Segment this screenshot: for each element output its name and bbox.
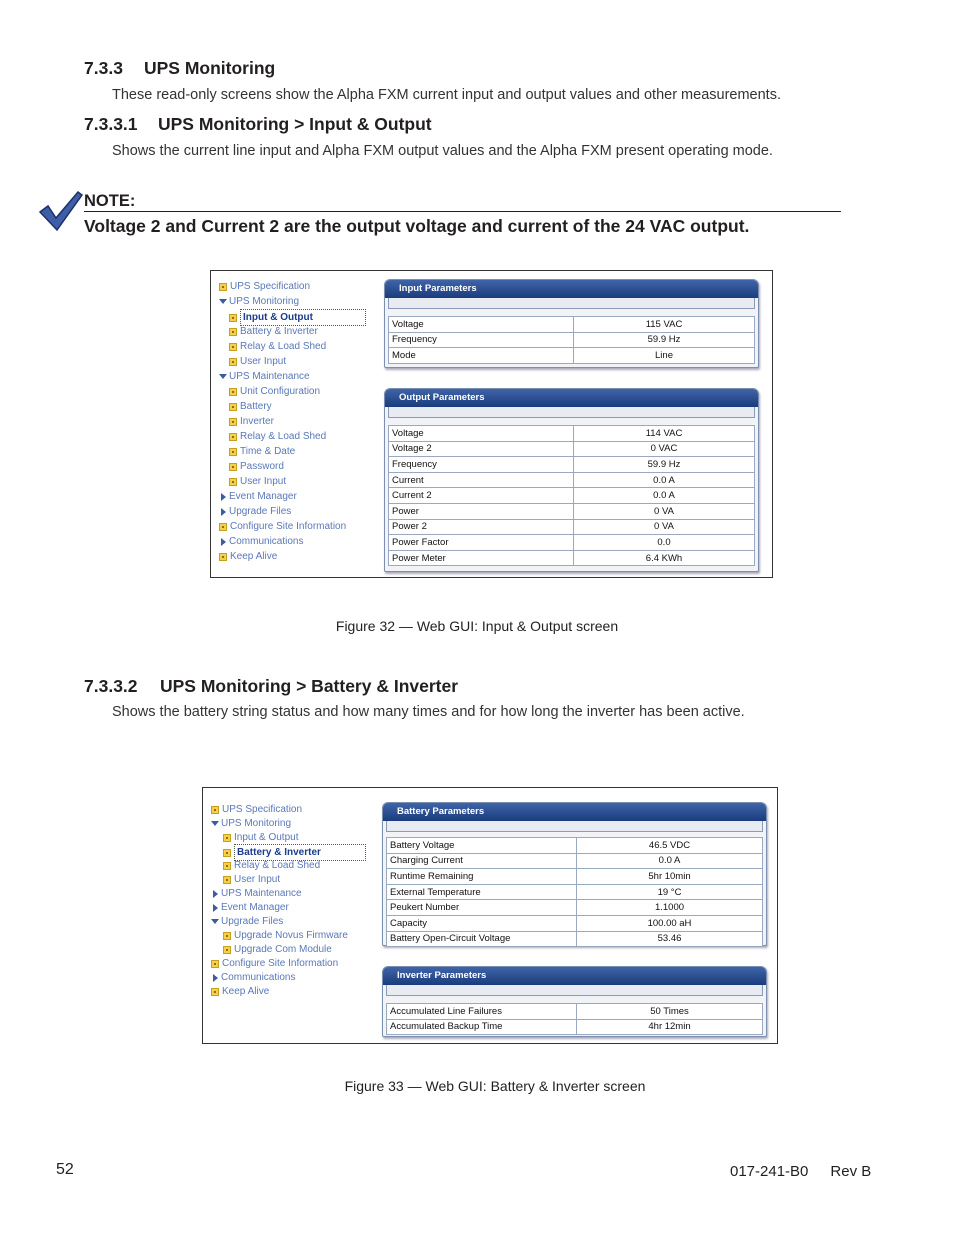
doc-icon	[223, 946, 231, 954]
nav-item-label: Configure Site Information	[230, 521, 347, 532]
param-value: 6.4 KWh	[574, 550, 755, 566]
nav-item-password[interactable]	[229, 459, 284, 474]
nav-item-keep-alive[interactable]	[219, 549, 277, 564]
expand-right-icon	[213, 904, 218, 912]
subsection1-number: 7.3.3.1	[84, 114, 138, 134]
nav-item-label: Communications	[221, 972, 296, 983]
table-row	[389, 488, 755, 504]
table-row	[389, 519, 755, 535]
expand-right-icon	[221, 508, 226, 516]
param-value: 50 Times	[577, 1004, 763, 1020]
nav-item-ups-maintenance[interactable]	[219, 369, 310, 384]
param-label: Voltage 2	[389, 441, 574, 457]
expand-right-icon	[213, 890, 218, 898]
output-parameters-subheader	[388, 407, 755, 418]
nav-item-upgrade-files[interactable]	[219, 504, 291, 519]
nav-item-label: User Input	[234, 874, 281, 885]
nav-item-label: Event Manager	[221, 902, 289, 913]
nav-item-keep-alive[interactable]	[211, 984, 269, 999]
nav-item-ups-specification[interactable]	[211, 802, 302, 817]
doc-icon	[229, 448, 237, 456]
nav-item-label: Upgrade Files	[229, 506, 292, 517]
expand-down-icon	[211, 919, 219, 924]
nav-item-communications[interactable]	[211, 970, 295, 985]
section-title: UPS Monitoring	[144, 58, 276, 78]
nav-item-communications[interactable]	[219, 534, 303, 549]
table-row	[389, 426, 755, 442]
expand-right-icon	[221, 538, 226, 546]
checkmark-icon	[38, 190, 84, 234]
nav-item-inverter[interactable]	[229, 414, 274, 429]
param-value: 0.0 A	[577, 853, 763, 869]
doc-icon	[219, 523, 227, 531]
param-value: Line	[574, 348, 755, 364]
nav-item-time-and-date[interactable]	[229, 444, 295, 459]
subsection1-heading	[84, 114, 432, 135]
param-value: 5hr 10min	[577, 869, 763, 885]
output-parameters-title: Output Parameters	[385, 389, 758, 407]
nav-item-label: Time & Date	[240, 446, 296, 457]
param-label: Battery Open-Circuit Voltage	[387, 931, 577, 947]
param-label: Accumulated Line Failures	[387, 1004, 577, 1020]
battery-parameters-title: Battery Parameters	[383, 803, 766, 821]
output-parameters-panel	[384, 388, 759, 572]
page-number: 52	[56, 1161, 74, 1178]
nav-item-input-and-output[interactable]	[223, 830, 299, 845]
nav-item-label: Relay & Load Shed	[240, 431, 327, 442]
note-text: Voltage 2 and Current 2 are the output voltage and current of the 24 VAC output.	[84, 216, 750, 236]
nav-item-ups-monitoring[interactable]	[211, 816, 291, 831]
param-value: 115 VAC	[574, 317, 755, 333]
doc-icon	[223, 834, 231, 842]
param-label: Charging Current	[387, 853, 577, 869]
doc-icon	[219, 283, 227, 291]
nav-item-user-input[interactable]	[223, 872, 280, 887]
nav-item-label: Keep Alive	[230, 551, 278, 562]
subsection1-title: UPS Monitoring > Input & Output	[158, 114, 432, 134]
nav-item-label: Password	[240, 461, 284, 472]
doc-icon	[211, 806, 219, 814]
table-row	[387, 1004, 763, 1020]
doc-icon	[223, 849, 231, 857]
nav-item-configure-site-information[interactable]	[211, 956, 338, 971]
inverter-parameters-panel	[382, 966, 767, 1037]
nav-item-unit-configuration[interactable]	[229, 384, 320, 399]
inverter-parameters-table	[386, 1003, 763, 1035]
nav-item-ups-specification[interactable]	[219, 279, 310, 294]
param-value: 46.5 VDC	[577, 838, 763, 854]
input-parameters-subheader	[388, 298, 755, 309]
table-row	[387, 900, 763, 916]
param-label: Frequency	[389, 332, 574, 348]
table-row	[389, 348, 755, 364]
inverter-parameters-title: Inverter Parameters	[383, 967, 766, 985]
nav-item-ups-maintenance[interactable]	[211, 886, 302, 901]
table-row	[389, 535, 755, 551]
param-value: 53.46	[577, 931, 763, 947]
param-label: Voltage	[389, 426, 574, 442]
table-row	[389, 472, 755, 488]
doc-icon	[223, 862, 231, 870]
figure33-screenshot	[202, 787, 778, 1044]
param-label: Voltage	[389, 317, 574, 333]
nav-item-label: UPS Monitoring	[229, 296, 300, 307]
param-value: 0 VAC	[574, 441, 755, 457]
document-id	[730, 1163, 871, 1180]
param-value: 4hr 12min	[577, 1019, 763, 1035]
doc-icon	[229, 358, 237, 366]
nav-item-label: Input & Output	[234, 832, 299, 843]
doc-icon	[229, 343, 237, 351]
param-label: Current 2	[389, 488, 574, 504]
subsection2-number: 7.3.3.2	[84, 676, 138, 696]
table-row	[387, 884, 763, 900]
param-value: 19 °C	[577, 884, 763, 900]
figure32-nav-tree	[211, 271, 381, 571]
doc-icon	[229, 328, 237, 336]
table-row	[387, 838, 763, 854]
param-value: 1.1000	[577, 900, 763, 916]
doc-icon	[229, 388, 237, 396]
param-label: Current	[389, 472, 574, 488]
nav-item-upgrade-files[interactable]	[211, 914, 283, 929]
nav-item-relay-and-load-shed[interactable]	[229, 339, 326, 354]
nav-item-ups-monitoring[interactable]	[219, 294, 299, 309]
nav-item-label: Event Manager	[229, 491, 297, 502]
figure33-nav-tree	[203, 788, 378, 1038]
nav-item-event-manager[interactable]	[211, 900, 289, 915]
nav-item-relay-and-load-shed[interactable]	[223, 858, 320, 873]
nav-item-label: Battery	[240, 401, 272, 412]
nav-item-configure-site-information[interactable]	[219, 519, 346, 534]
section-number: 7.3.3	[84, 58, 123, 78]
nav-item-label: UPS Specification	[230, 281, 311, 292]
subsection2-title: UPS Monitoring > Battery & Inverter	[160, 676, 459, 696]
table-row	[389, 317, 755, 333]
param-value: 0 VA	[574, 519, 755, 535]
expand-down-icon	[219, 299, 227, 304]
table-row	[389, 332, 755, 348]
doc-icon	[223, 876, 231, 884]
nav-item-label: UPS Specification	[222, 804, 303, 815]
nav-item-label: Communications	[229, 536, 304, 547]
battery-parameters-subheader	[386, 821, 763, 832]
param-label: Power 2	[389, 519, 574, 535]
figure32-caption: Figure 32 — Web GUI: Input & Output screen	[335, 618, 619, 634]
nav-item-label: Configure Site Information	[222, 958, 339, 969]
battery-parameters-panel	[382, 802, 767, 946]
doc-icon	[229, 433, 237, 441]
nav-item-label: UPS Maintenance	[229, 371, 310, 382]
nav-item-label: Battery & Inverter	[234, 844, 366, 861]
doc-id: 017-241-B0	[730, 1163, 809, 1180]
nav-item-label: Upgrade Novus Firmware	[234, 930, 348, 941]
figure32-screenshot	[210, 270, 773, 578]
param-value: 114 VAC	[574, 426, 755, 442]
subsection2-body: Shows the battery string status and how many times and for how long the inverter has been active.	[112, 704, 745, 720]
nav-item-label: Unit Configuration	[240, 386, 321, 397]
param-value: 59.9 Hz	[574, 457, 755, 473]
param-label: Battery Voltage	[387, 838, 577, 854]
nav-item-user-input[interactable]	[229, 354, 286, 369]
param-label: Peukert Number	[387, 900, 577, 916]
nav-item-label: Inverter	[240, 416, 274, 427]
param-value: 0.0 A	[574, 488, 755, 504]
nav-item-label: Input & Output	[240, 309, 366, 326]
figure33-caption: Figure 33 — Web GUI: Battery & Inverter screen	[344, 1078, 646, 1094]
nav-item-label: User Input	[240, 476, 287, 487]
doc-icon	[223, 932, 231, 940]
param-label: Power	[389, 503, 574, 519]
param-label: Power Factor	[389, 535, 574, 551]
nav-item-event-manager[interactable]	[219, 489, 297, 504]
nav-item-label: Relay & Load Shed	[240, 341, 327, 352]
revision: Rev B	[830, 1163, 872, 1180]
param-label: Power Meter	[389, 550, 574, 566]
param-value: 100.00 aH	[577, 915, 763, 931]
nav-item-battery[interactable]	[229, 399, 272, 414]
expand-down-icon	[219, 374, 227, 379]
output-parameters-table	[388, 425, 755, 566]
nav-item-label: UPS Monitoring	[221, 818, 292, 829]
param-value: 0.0	[574, 535, 755, 551]
doc-icon	[229, 314, 237, 322]
subsection2-heading	[84, 676, 458, 697]
nav-item-label: Battery & Inverter	[240, 326, 318, 337]
doc-icon	[229, 403, 237, 411]
input-parameters-panel	[384, 279, 759, 368]
battery-parameters-table	[386, 837, 763, 947]
table-row	[387, 1019, 763, 1035]
param-value: 59.9 Hz	[574, 332, 755, 348]
subsection1-body: Shows the current line input and Alpha FXM output values and the Alpha FXM present operating mode.	[112, 143, 773, 159]
nav-item-label: Relay & Load Shed	[234, 860, 321, 871]
table-row	[389, 550, 755, 566]
table-row	[387, 869, 763, 885]
doc-icon	[219, 553, 227, 561]
param-value: 0 VA	[574, 503, 755, 519]
nav-item-user-input[interactable]	[229, 474, 286, 489]
doc-icon	[229, 463, 237, 471]
doc-icon	[229, 418, 237, 426]
table-row	[387, 853, 763, 869]
param-label: Runtime Remaining	[387, 869, 577, 885]
nav-item-label: Upgrade Com Module	[234, 944, 332, 955]
nav-item-upgrade-com-module[interactable]	[223, 942, 332, 957]
nav-item-upgrade-novus-firmware[interactable]	[223, 928, 348, 943]
expand-right-icon	[221, 493, 226, 501]
param-label: External Temperature	[387, 884, 577, 900]
expand-right-icon	[213, 974, 218, 982]
doc-icon	[229, 478, 237, 486]
nav-item-label: UPS Maintenance	[221, 888, 302, 899]
doc-icon	[211, 988, 219, 996]
note-label: NOTE:	[84, 192, 136, 210]
nav-item-relay-and-load-shed[interactable]	[229, 429, 326, 444]
input-parameters-table	[388, 316, 755, 364]
param-label: Frequency	[389, 457, 574, 473]
param-label: Accumulated Backup Time	[387, 1019, 577, 1035]
input-parameters-title: Input Parameters	[385, 280, 758, 298]
inverter-parameters-subheader	[386, 985, 763, 996]
table-row	[387, 915, 763, 931]
note-divider	[84, 211, 841, 212]
param-label: Capacity	[387, 915, 577, 931]
nav-item-label: User Input	[240, 356, 287, 367]
param-value: 0.0 A	[574, 472, 755, 488]
nav-item-label: Upgrade Files	[221, 916, 284, 927]
expand-down-icon	[211, 821, 219, 826]
param-label: Mode	[389, 348, 574, 364]
table-row	[389, 457, 755, 473]
section-heading	[84, 58, 275, 79]
table-row	[389, 503, 755, 519]
table-row	[387, 931, 763, 947]
table-row	[389, 441, 755, 457]
nav-item-label: Keep Alive	[222, 986, 270, 997]
nav-item-battery-and-inverter[interactable]	[229, 324, 318, 339]
doc-icon	[211, 960, 219, 968]
section-intro: These read-only screens show the Alpha FXM current input and output values and other measurements.	[112, 87, 781, 103]
